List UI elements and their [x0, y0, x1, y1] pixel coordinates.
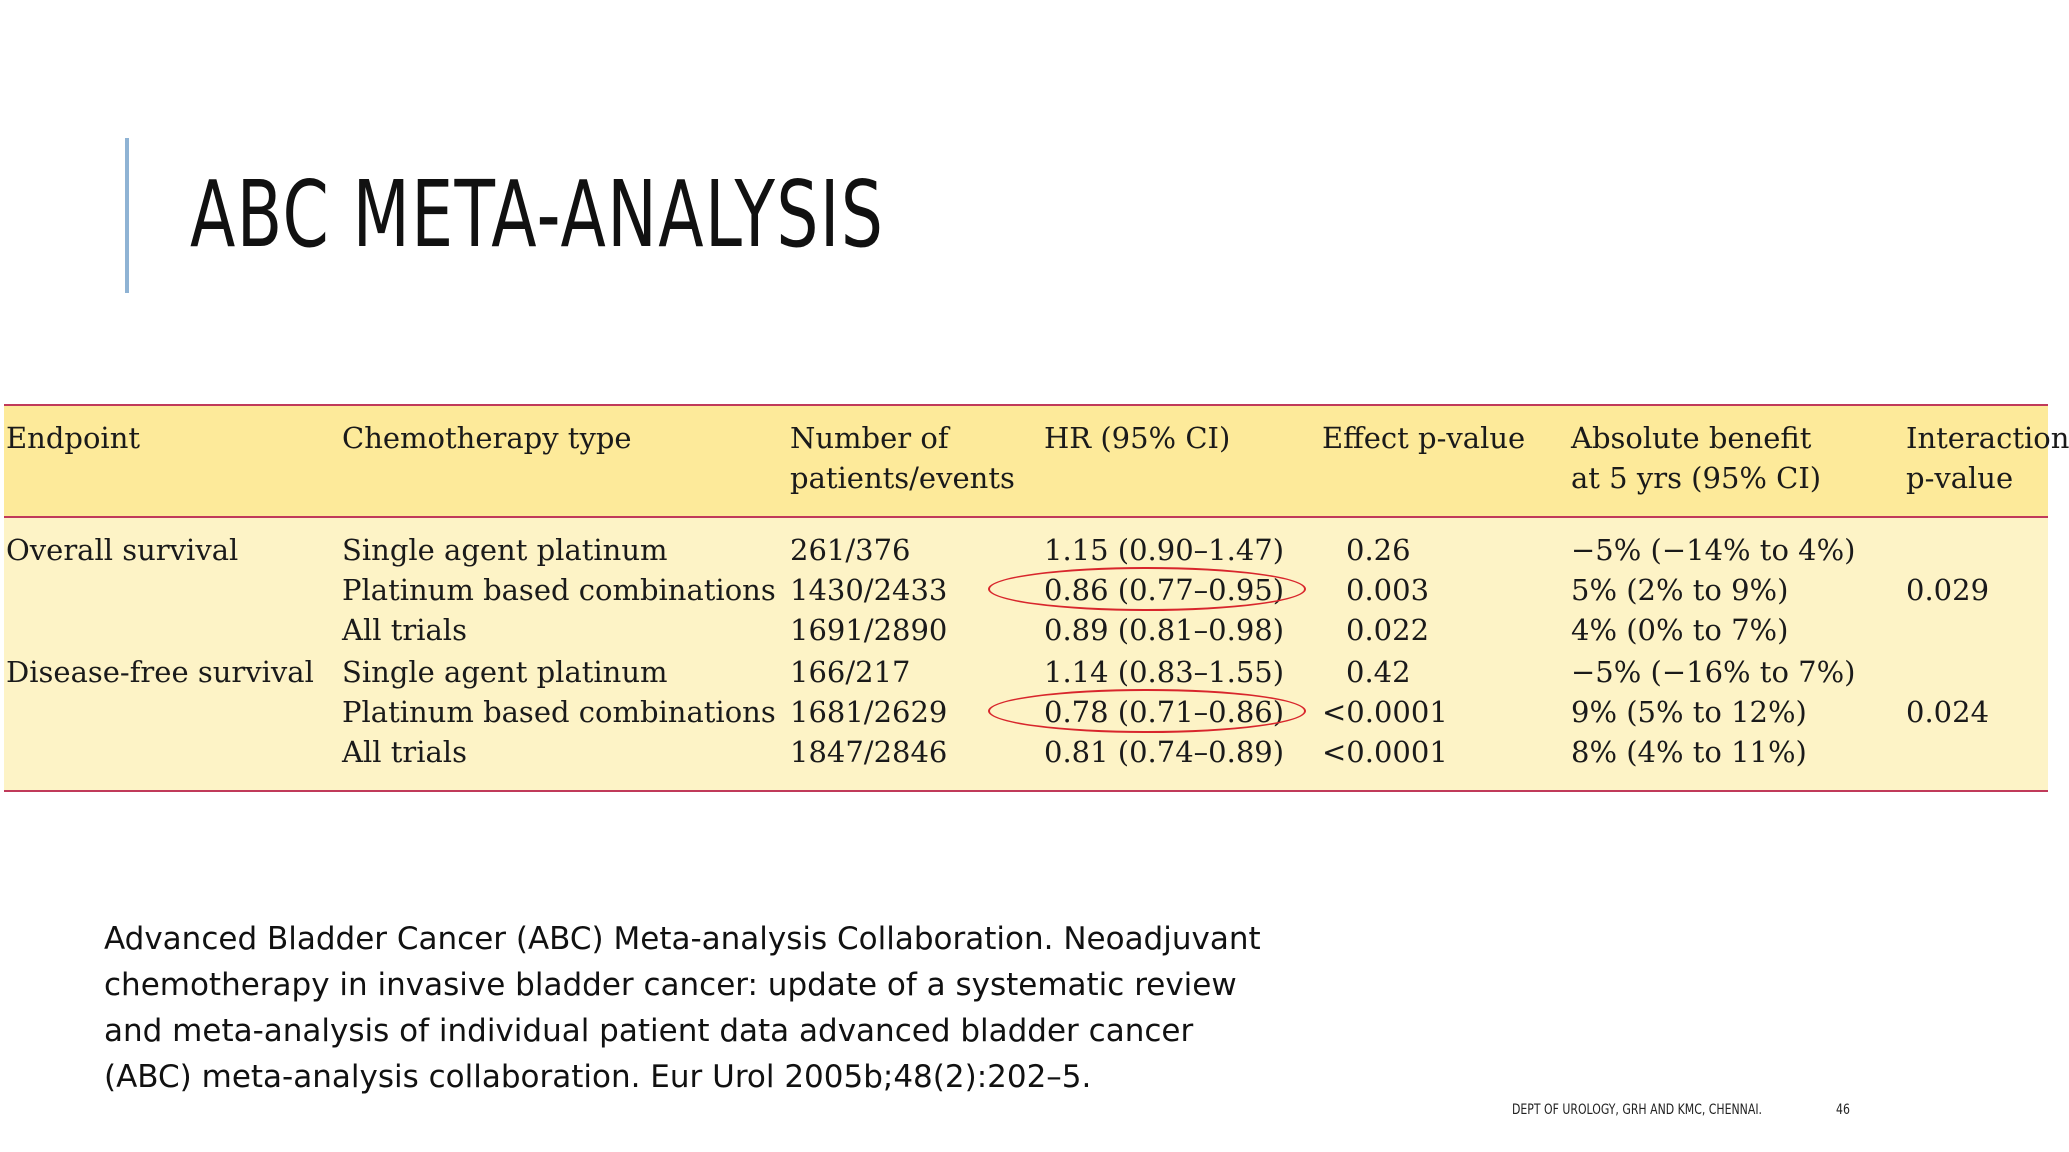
title-accent-bar: [125, 138, 129, 293]
row-chemo-type: All trials: [342, 735, 467, 769]
header-absolute-benefit-line2: at 5 yrs (95% CI): [1571, 461, 1822, 495]
row-patients: 166/217: [790, 655, 911, 689]
row-chemo-type: Platinum based combinations: [342, 695, 776, 729]
results-table: [4, 404, 2069, 792]
row-patients: 1430/2433: [790, 573, 948, 607]
row-hr: 0.89 (0.81–0.98): [1044, 613, 1285, 647]
header-hr: HR (95% CI): [1044, 421, 1231, 455]
header-interaction-line2: p-value: [1906, 461, 2014, 495]
header-absolute-benefit-line1: Absolute benefit: [1571, 421, 1812, 455]
row-chemo-type: Single agent platinum: [342, 533, 668, 567]
row-hr: 0.81 (0.74–0.89): [1044, 735, 1285, 769]
citation-line: and meta-analysis of individual patient data advanced bladder cancer: [104, 1013, 1194, 1049]
row-endpoint: Overall survival: [6, 533, 239, 567]
row-abs-benefit: −5% (−14% to 4%): [1571, 533, 1856, 567]
row-abs-benefit: 4% (0% to 7%): [1571, 613, 1789, 647]
row-hr: 0.86 (0.77–0.95): [1044, 573, 1285, 607]
header-patients-line1: Number of: [790, 421, 949, 455]
row-endpoint: Disease-free survival: [6, 655, 314, 689]
table-header-row: [4, 406, 2069, 518]
row-hr: 0.78 (0.71–0.86): [1044, 695, 1285, 729]
header-interaction-line1: Interaction: [1906, 421, 2069, 455]
highlight-ellipse: [988, 689, 1306, 733]
header-endpoint: Endpoint: [6, 421, 141, 455]
row-patients: 261/376: [790, 533, 911, 567]
row-interaction-p: 0.029: [1906, 573, 1990, 607]
row-patients: 1681/2629: [790, 695, 948, 729]
row-effect-p: <0.0001: [1322, 695, 1448, 729]
row-effect-p: 0.022: [1346, 613, 1430, 647]
row-patients: 1691/2890: [790, 613, 948, 647]
header-patients-line2: patients/events: [790, 461, 1015, 495]
citation-line: (ABC) meta-analysis collaboration. Eur Urol 2005b;48(2):202–5.: [104, 1059, 1092, 1095]
row-abs-benefit: −5% (−16% to 7%): [1571, 655, 1856, 689]
row-interaction-p: 0.024: [1906, 695, 1990, 729]
row-chemo-type: Platinum based combinations: [342, 573, 776, 607]
row-abs-benefit: 9% (5% to 12%): [1571, 695, 1807, 729]
header-chemotherapy-type: Chemotherapy type: [342, 421, 632, 455]
citation-line: chemotherapy in invasive bladder cancer: update of a systematic review: [104, 967, 1237, 1003]
row-effect-p: <0.0001: [1322, 735, 1448, 769]
citation-line: Advanced Bladder Cancer (ABC) Meta-analysis Collaboration. Neoadjuvant: [104, 921, 1261, 957]
citation: [104, 916, 1344, 1100]
highlight-ellipse: [988, 567, 1306, 611]
footer-page-number: 46: [1836, 1102, 1850, 1118]
row-hr: 1.15 (0.90–1.47): [1044, 533, 1285, 567]
row-abs-benefit: 5% (2% to 9%): [1571, 573, 1789, 607]
row-hr: 1.14 (0.83–1.55): [1044, 655, 1285, 689]
row-chemo-type: All trials: [342, 613, 467, 647]
slide-title: ABC META-ANALYSIS: [190, 161, 885, 268]
row-effect-p: 0.26: [1346, 533, 1411, 567]
header-effect-p-value: Effect p-value: [1322, 421, 1526, 455]
row-abs-benefit: 8% (4% to 11%): [1571, 735, 1807, 769]
row-effect-p: 0.003: [1346, 573, 1430, 607]
row-chemo-type: Single agent platinum: [342, 655, 668, 689]
row-effect-p: 0.42: [1346, 655, 1411, 689]
row-patients: 1847/2846: [790, 735, 948, 769]
footer-department: DEPT OF UROLOGY, GRH AND KMC, CHENNAI.: [1512, 1102, 1763, 1118]
